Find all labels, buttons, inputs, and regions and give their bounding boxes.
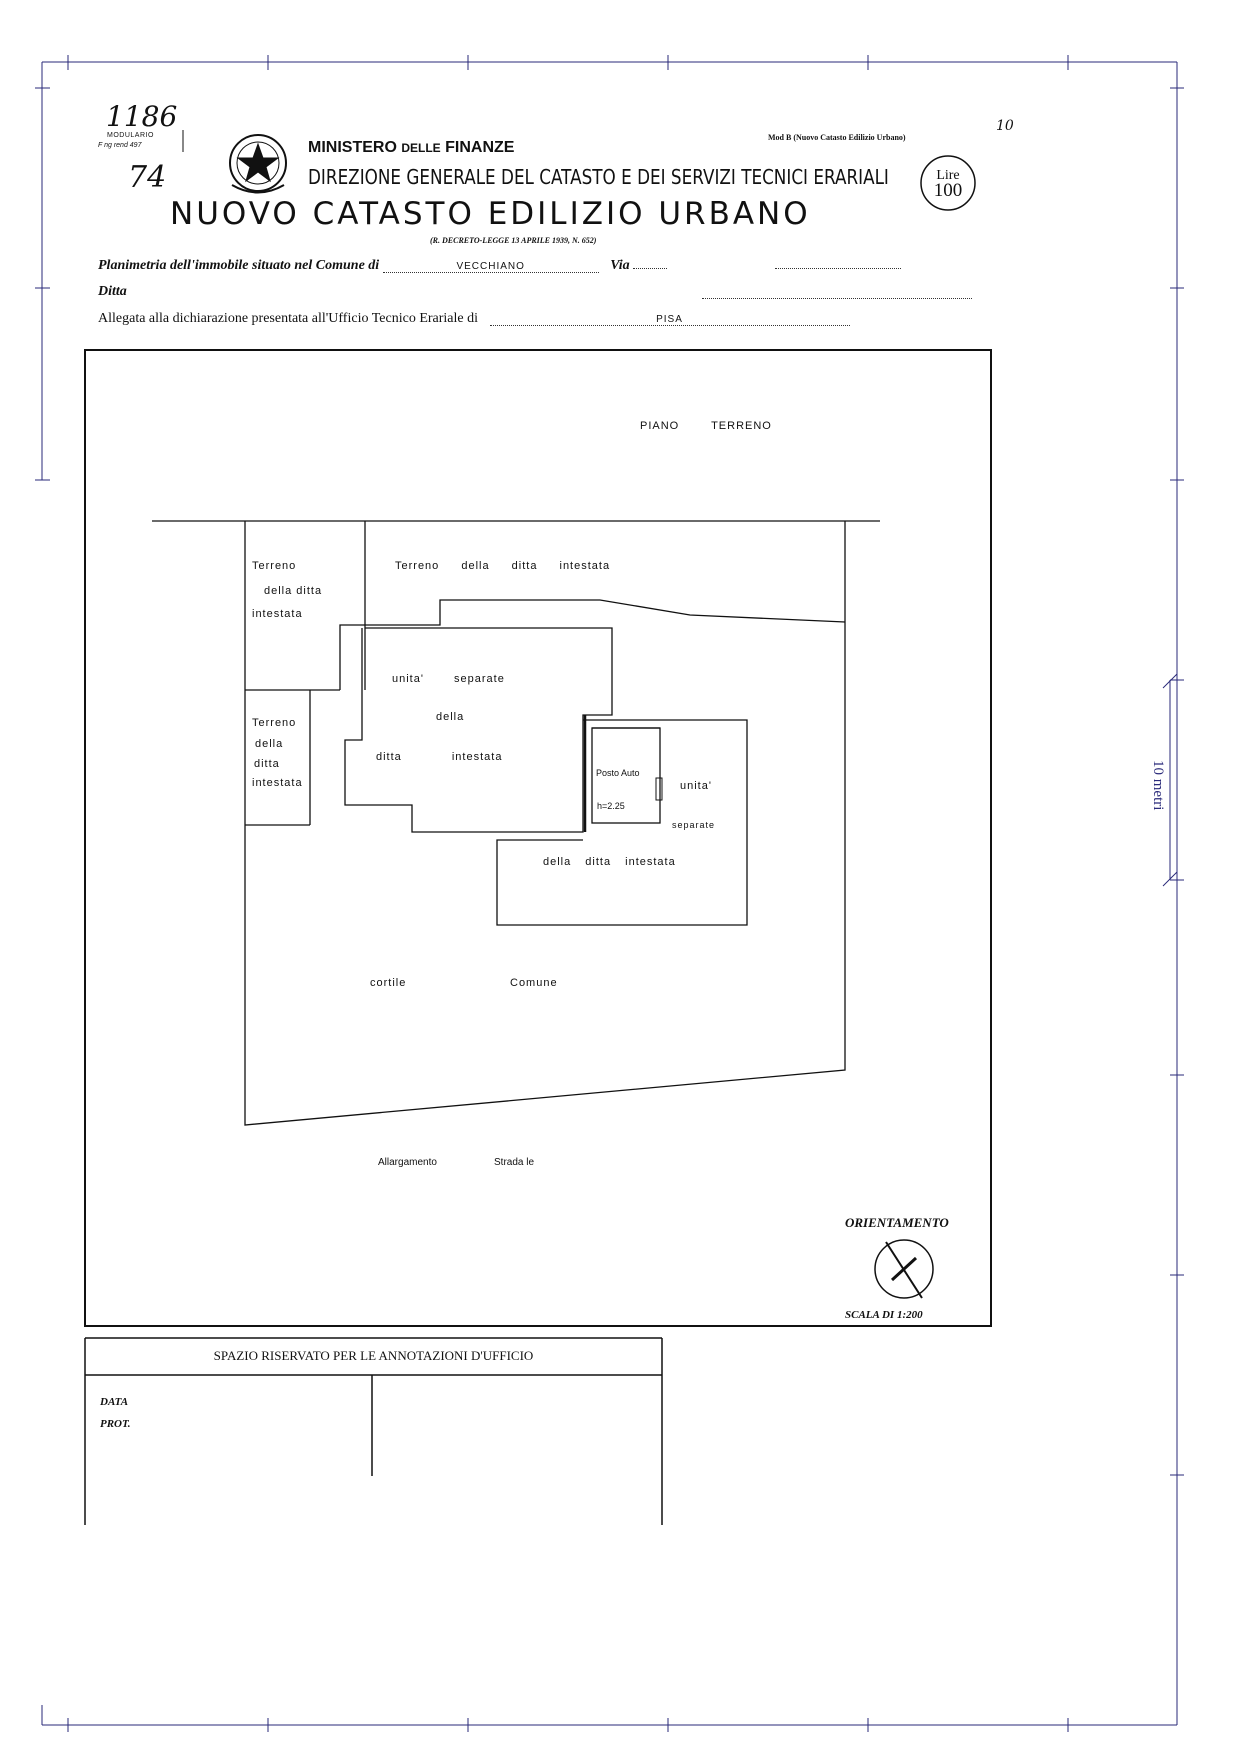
label-unita-2: della [436,711,465,723]
ditta-line: Ditta [98,284,127,299]
allegata-line: Allegata alla dichiarazione presentata all'Ufficio Tecnico Erariale di PISA [98,311,850,327]
modulario-label: MODULARIO [107,132,154,139]
label-unita2-2: separate [672,820,716,830]
label-terreno-w-4: intestata [252,777,303,789]
scale-label: SCALA DI 1:200 [845,1309,923,1321]
office-box-title: SPAZIO RISERVATO PER LE ANNOTAZIONI D'UFFICIO [213,1348,534,1363]
label-terreno-w-1: Terreno [252,717,297,729]
floor-label: PIANO TERRENO [640,420,772,432]
label-cortile: cortile [370,977,407,989]
office-box-lines [85,1338,662,1525]
comune-field: VECCHIANO [383,261,599,273]
office-prot-label: PROT. [100,1418,131,1430]
label-unita2-1: unita' [680,780,712,792]
handwritten-mark: 74 [128,160,167,195]
label-posto-auto: Posto Auto [596,768,640,778]
label-unita-3: ditta intestata [376,751,503,763]
orientamento-label: ORIENTAMENTO [845,1215,949,1230]
ditta-dots [702,298,972,299]
label-terreno-w-2: della [255,738,284,750]
plan-frame [85,350,991,1326]
model-label: Mod B (Nuovo Catasto Edilizio Urbano) [768,133,906,142]
decree-reference: (R. DECRETO-LEGGE 13 APRILE 1939, N. 652) [430,236,597,245]
scale-bar-label: 10 metri [1150,760,1166,811]
compass-icon [875,1240,933,1298]
stamp-text: Lire 100 [933,168,963,201]
office-data-label: DATA [100,1396,129,1408]
crop-frame [35,55,1184,1732]
corner-mark: 10 [996,118,1014,134]
republic-emblem [230,135,286,193]
label-terreno-nw-2: della ditta [264,585,323,597]
label-allargamento: Allargamento [378,1157,437,1168]
form-ref: F ng rend 497 [98,142,142,149]
label-terreno-w-3: ditta [254,758,280,770]
label-unita2-3: della ditta intestata [543,856,676,868]
label-terreno-nw-3: intestata [252,608,303,620]
label-terreno-nw-1: Terreno [252,560,297,572]
label-stradale: Strada le [494,1157,535,1168]
label-terreno-top: Terreno della ditta intestata [395,560,611,572]
direzione-title: DIREZIONE GENERALE DEL CATASTO E DEI SERVIZI TECNICI ERARIALI [308,165,889,189]
handwritten-number: 1186 [106,100,178,133]
main-title: NUOVO CATASTO EDILIZIO URBANO [170,196,811,232]
label-comune: Comune [510,977,558,989]
planimetria-line: Planimetria dell'immobile situato nel Comune di VECCHIANO Via [98,258,901,274]
ministry-title: MINISTERO DELLE FINANZE [308,139,515,156]
label-altezza: h=2.25 [597,801,625,811]
ufficio-field: PISA [490,314,850,326]
label-unita-1: unita' separate [392,673,505,685]
